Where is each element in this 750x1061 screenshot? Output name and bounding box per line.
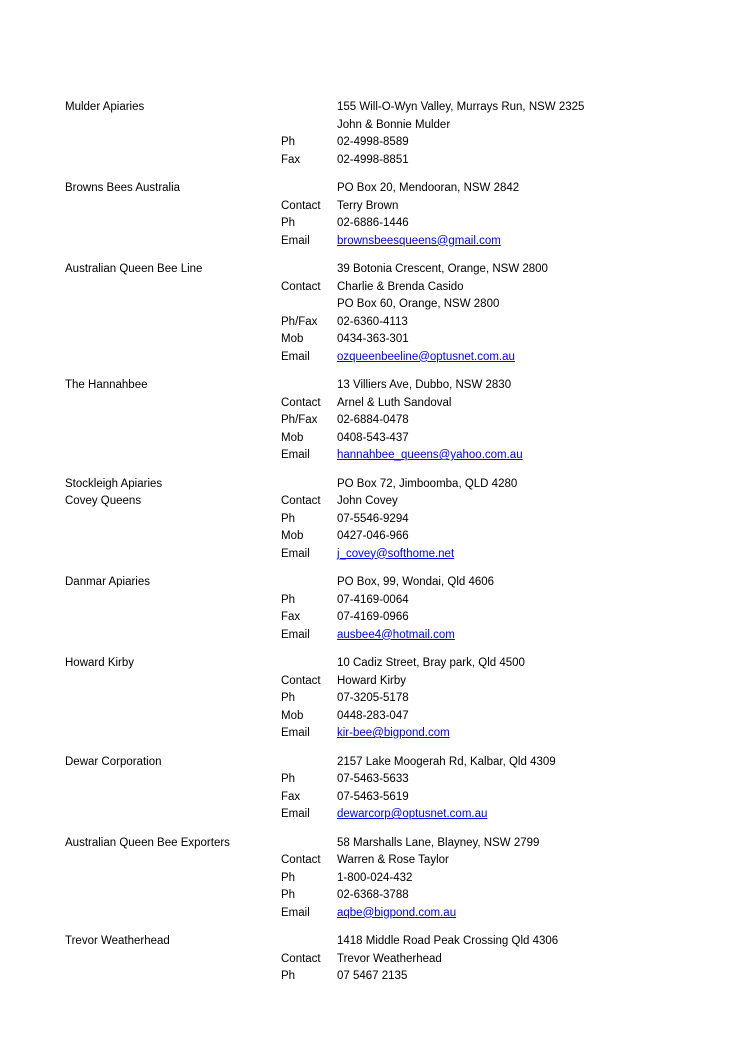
company-name-block — [65, 933, 275, 951]
contact-row — [281, 349, 710, 367]
contact-row — [281, 476, 710, 494]
contact-row — [281, 951, 710, 969]
company-name: Dewar Corporation — [65, 755, 162, 768]
field-value: 155 Will-O-Wyn Valley, Murrays Run, NSW 2325 — [337, 101, 585, 113]
company-name-block — [65, 476, 275, 511]
contact-row — [281, 152, 710, 170]
email-link[interactable]: dewarcorp@optusnet.com.au — [337, 808, 488, 820]
field-label — [281, 377, 337, 395]
contact-row — [281, 655, 710, 673]
field-label — [281, 476, 337, 494]
field-value: 02-6360-4113 — [337, 315, 408, 328]
contact-entry — [65, 574, 710, 644]
contact-entry — [65, 655, 710, 743]
field-label: Ph — [281, 871, 296, 884]
contact-row — [281, 887, 710, 905]
contact-entry — [65, 835, 710, 923]
field-value: 02-6886-1446 — [337, 217, 409, 229]
field-label: Mob — [281, 709, 304, 722]
field-value: 07-5546-9294 — [337, 512, 409, 525]
field-value: PO Box 60, Orange, NSW 2800 — [337, 298, 500, 310]
field-label: Email — [281, 808, 310, 820]
field-label: Email — [281, 628, 310, 641]
field-label: Fax — [281, 790, 301, 803]
contact-row — [281, 412, 710, 430]
contact-row — [281, 754, 710, 772]
field-value: 07-5463-5619 — [337, 790, 409, 803]
email-link[interactable]: brownsbeesqueens@gmail.com — [337, 234, 501, 247]
contact-row — [281, 771, 710, 789]
contact-row — [281, 835, 710, 853]
field-label: Contact — [281, 280, 321, 293]
contact-rows — [281, 933, 710, 986]
field-value: Warren & Rose Taylor — [337, 854, 449, 866]
field-label: Ph/Fax — [281, 414, 318, 426]
field-value: Howard Kirby — [337, 674, 407, 687]
contact-row — [281, 789, 710, 807]
field-label: Mob — [281, 431, 304, 444]
field-value: Arnel & Luth Sandoval — [337, 396, 452, 409]
company-name: Howard Kirby — [65, 657, 135, 669]
contact-row — [281, 430, 710, 448]
field-value: 07-3205-5178 — [337, 692, 409, 704]
field-label: Ph — [281, 512, 296, 525]
field-value: 0448-283-047 — [337, 709, 409, 722]
contact-row — [281, 331, 710, 349]
field-label: Ph — [281, 593, 296, 606]
contact-row — [281, 574, 710, 592]
contact-row — [281, 690, 710, 708]
field-label — [281, 933, 337, 951]
company-name-block — [65, 574, 275, 592]
field-value: 2157 Lake Moogerah Rd, Kalbar, Qld 4309 — [337, 755, 556, 768]
company-name: Australian Queen Bee Line — [65, 263, 203, 275]
contact-entry — [65, 99, 710, 169]
company-name: The Hannahbee — [65, 379, 148, 391]
field-label: Mob — [281, 333, 304, 345]
company-name-block — [65, 835, 275, 853]
contact-rows — [281, 180, 710, 250]
field-label: Fax — [281, 153, 301, 166]
email-link[interactable]: j_covey@softhome.net — [337, 547, 455, 560]
contact-entry — [65, 933, 710, 986]
contact-entry — [65, 476, 710, 564]
field-value: Charlie & Brenda Casido — [337, 280, 464, 293]
field-label — [281, 296, 337, 314]
field-label — [281, 655, 337, 673]
field-value: 02-4998-8851 — [337, 153, 409, 166]
field-value: 02-6368-3788 — [337, 889, 409, 901]
company-name-block — [65, 99, 275, 117]
contact-row — [281, 134, 710, 152]
contact-rows — [281, 754, 710, 824]
field-label — [281, 261, 337, 279]
contact-row — [281, 117, 710, 135]
field-value: 58 Marshalls Lane, Blayney, NSW 2799 — [337, 836, 540, 849]
field-label: Contact — [281, 396, 321, 409]
company-name: Stockleigh Apiaries — [65, 477, 163, 490]
field-value: 1418 Middle Road Peak Crossing Qld 4306 — [337, 935, 559, 947]
field-value: PO Box, 99, Wondai, Qld 4606 — [337, 576, 495, 588]
contact-row — [281, 546, 710, 564]
field-label: Ph — [281, 136, 296, 148]
email-link[interactable]: aqbe@bigpond.com.au — [337, 906, 457, 919]
contact-row — [281, 933, 710, 951]
field-label: Ph — [281, 692, 296, 704]
contact-rows — [281, 655, 710, 743]
field-value: 07-4169-0064 — [337, 593, 409, 606]
contact-row — [281, 968, 710, 986]
company-name: Browns Bees Australia — [65, 182, 181, 194]
field-label — [281, 835, 337, 853]
company-name: Australian Queen Bee Exporters — [65, 836, 230, 849]
field-label: Email — [281, 727, 310, 739]
field-label — [281, 99, 337, 117]
contact-rows — [281, 99, 710, 169]
field-label — [281, 117, 337, 135]
field-label — [281, 754, 337, 772]
field-value: 07 5467 2135 — [337, 970, 408, 982]
field-value: 10 Cadiz Street, Bray park, Qld 4500 — [337, 657, 525, 669]
field-value: 1-800-024-432 — [337, 871, 413, 884]
contact-rows — [281, 377, 710, 465]
field-value: 0408-543-437 — [337, 431, 409, 444]
field-value: Terry Brown — [337, 199, 399, 212]
field-label: Mob — [281, 530, 304, 542]
field-label — [281, 180, 337, 198]
contact-rows — [281, 476, 710, 564]
contact-row — [281, 673, 710, 691]
company-name-block — [65, 180, 275, 198]
email-link[interactable]: ausbee4@hotmail.com — [337, 628, 455, 641]
field-label: Ph — [281, 773, 296, 785]
contact-row — [281, 99, 710, 117]
email-link[interactable]: kir-bee@bigpond.com — [337, 727, 450, 739]
email-link[interactable]: hannahbee_queens@yahoo.com.au — [337, 449, 523, 461]
field-value: 02-6884-0478 — [337, 414, 409, 426]
field-label: Contact — [281, 199, 321, 212]
contact-row — [281, 725, 710, 743]
company-name: Mulder Apiaries — [65, 101, 145, 113]
contact-row — [281, 806, 710, 824]
field-label: Email — [281, 547, 310, 560]
field-label: Ph — [281, 889, 296, 901]
field-label: Contact — [281, 854, 321, 866]
field-label: Ph — [281, 970, 296, 982]
contact-row — [281, 493, 710, 511]
contact-row — [281, 215, 710, 233]
field-label: Contact — [281, 495, 321, 507]
contact-row — [281, 261, 710, 279]
company-name-block — [65, 261, 275, 279]
contact-row — [281, 528, 710, 546]
contact-rows — [281, 574, 710, 644]
contact-row — [281, 395, 710, 413]
field-value: John & Bonnie Mulder — [337, 118, 451, 131]
field-label — [281, 574, 337, 592]
field-value: 07-4169-0966 — [337, 611, 409, 623]
contact-row — [281, 511, 710, 529]
contact-entry — [65, 754, 710, 824]
field-label: Email — [281, 449, 310, 461]
field-label: Contact — [281, 952, 321, 965]
field-label: Email — [281, 350, 310, 363]
field-value: Trevor Weatherhead — [337, 952, 442, 965]
field-value: 07-5463-5633 — [337, 773, 409, 785]
field-value: 02-4998-8589 — [337, 136, 409, 148]
company-name: Trevor Weatherhead — [65, 935, 170, 947]
field-value: 0434-363-301 — [337, 333, 409, 345]
contact-row — [281, 314, 710, 332]
field-label: Email — [281, 234, 310, 247]
contact-row — [281, 708, 710, 726]
company-name-block — [65, 377, 275, 395]
contact-entry — [65, 180, 710, 250]
field-value: PO Box 72, Jimboomba, QLD 4280 — [337, 477, 518, 490]
email-link[interactable]: ozqueenbeeline@optusnet.com.au — [337, 350, 515, 363]
field-label: Ph — [281, 217, 296, 229]
contact-entry — [65, 261, 710, 366]
contact-row — [281, 296, 710, 314]
contact-row — [281, 592, 710, 610]
contact-row — [281, 447, 710, 465]
contact-row — [281, 852, 710, 870]
contact-row — [281, 905, 710, 923]
contact-entry — [65, 377, 710, 465]
contact-rows — [281, 261, 710, 366]
contact-row — [281, 609, 710, 627]
field-label: Fax — [281, 611, 301, 623]
contact-list — [65, 99, 710, 986]
field-label: Contact — [281, 674, 321, 687]
contact-row — [281, 233, 710, 251]
field-value: PO Box 20, Mendooran, NSW 2842 — [337, 182, 520, 194]
contact-row — [281, 627, 710, 645]
company-name: Danmar Apiaries — [65, 576, 151, 588]
field-value: 39 Botonia Crescent, Orange, NSW 2800 — [337, 263, 548, 275]
contact-rows — [281, 835, 710, 923]
field-label: Ph/Fax — [281, 315, 318, 328]
contact-row — [281, 180, 710, 198]
field-value: John Covey — [337, 495, 398, 507]
field-value: 13 Villiers Ave, Dubbo, NSW 2830 — [337, 379, 512, 391]
field-label: Email — [281, 906, 310, 919]
field-value: 0427-046-966 — [337, 530, 409, 542]
contact-row — [281, 279, 710, 297]
contact-row — [281, 198, 710, 216]
company-name-block — [65, 754, 275, 772]
company-name-block — [65, 655, 275, 673]
company-name: Covey Queens — [65, 495, 142, 507]
contact-row — [281, 870, 710, 888]
contact-row — [281, 377, 710, 395]
